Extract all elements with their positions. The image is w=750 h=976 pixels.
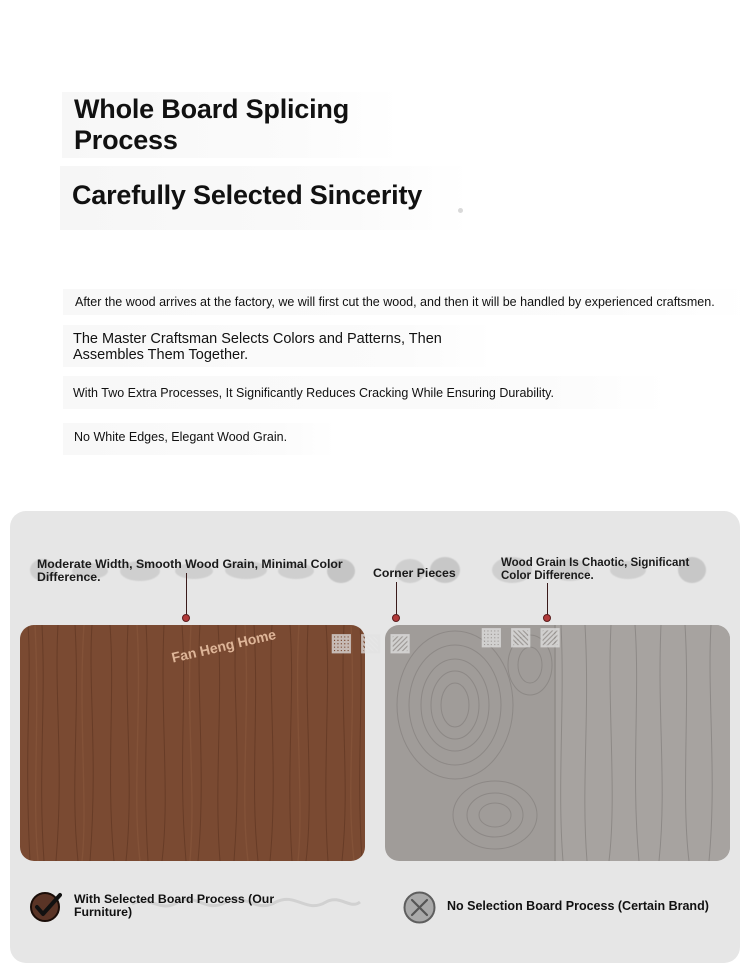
page-subtitle: Carefully Selected Sincerity: [72, 180, 423, 210]
edge-paragraph: No White Edges, Elegant Wood Grain.: [74, 430, 288, 444]
brand-watermark: Fan Heng Home: [170, 626, 278, 666]
selected-process-caption: With Selected Board Process (Our Furniture): [74, 892, 275, 919]
intro-paragraph: After the wood arrives at the factory, we will first cut the wood, and then it will be handled by experienced craftsmen.: [75, 295, 715, 309]
x-circle-icon: [403, 891, 436, 924]
process-paragraph: With Two Extra Processes, It Significantly Reduces Cracking While Ensuring Durability.: [73, 386, 554, 400]
watermark-glyph: ▦ ▧ ▨: [330, 629, 412, 656]
corner-pin-line: [396, 582, 397, 617]
decorative-dot: [458, 208, 463, 213]
right-pin-dot: [543, 614, 551, 622]
unselected-process-caption: No Selection Board Process (Certain Brand): [447, 899, 709, 913]
left-board-label: Moderate Width, Smooth Wood Grain, Minimal Color Difference.: [37, 557, 343, 584]
watermark-glyph: ▦ ▧ ▨: [480, 623, 562, 650]
unselected-board-image: [385, 625, 730, 861]
check-circle-icon: [30, 891, 62, 923]
corner-pin-dot: [392, 614, 400, 622]
page-title: Whole Board Splicing Process: [74, 94, 350, 155]
craftsman-paragraph: The Master Craftsman Selects Colors and Patterns, Then Assembles Them Together.: [73, 331, 442, 363]
right-pin-line: [547, 583, 548, 616]
corner-pieces-label: Corner Pieces: [373, 566, 456, 580]
left-pin-line: [186, 573, 187, 617]
right-board-label: Wood Grain Is Chaotic, Significant Color Difference.: [501, 557, 690, 582]
left-pin-dot: [182, 614, 190, 622]
